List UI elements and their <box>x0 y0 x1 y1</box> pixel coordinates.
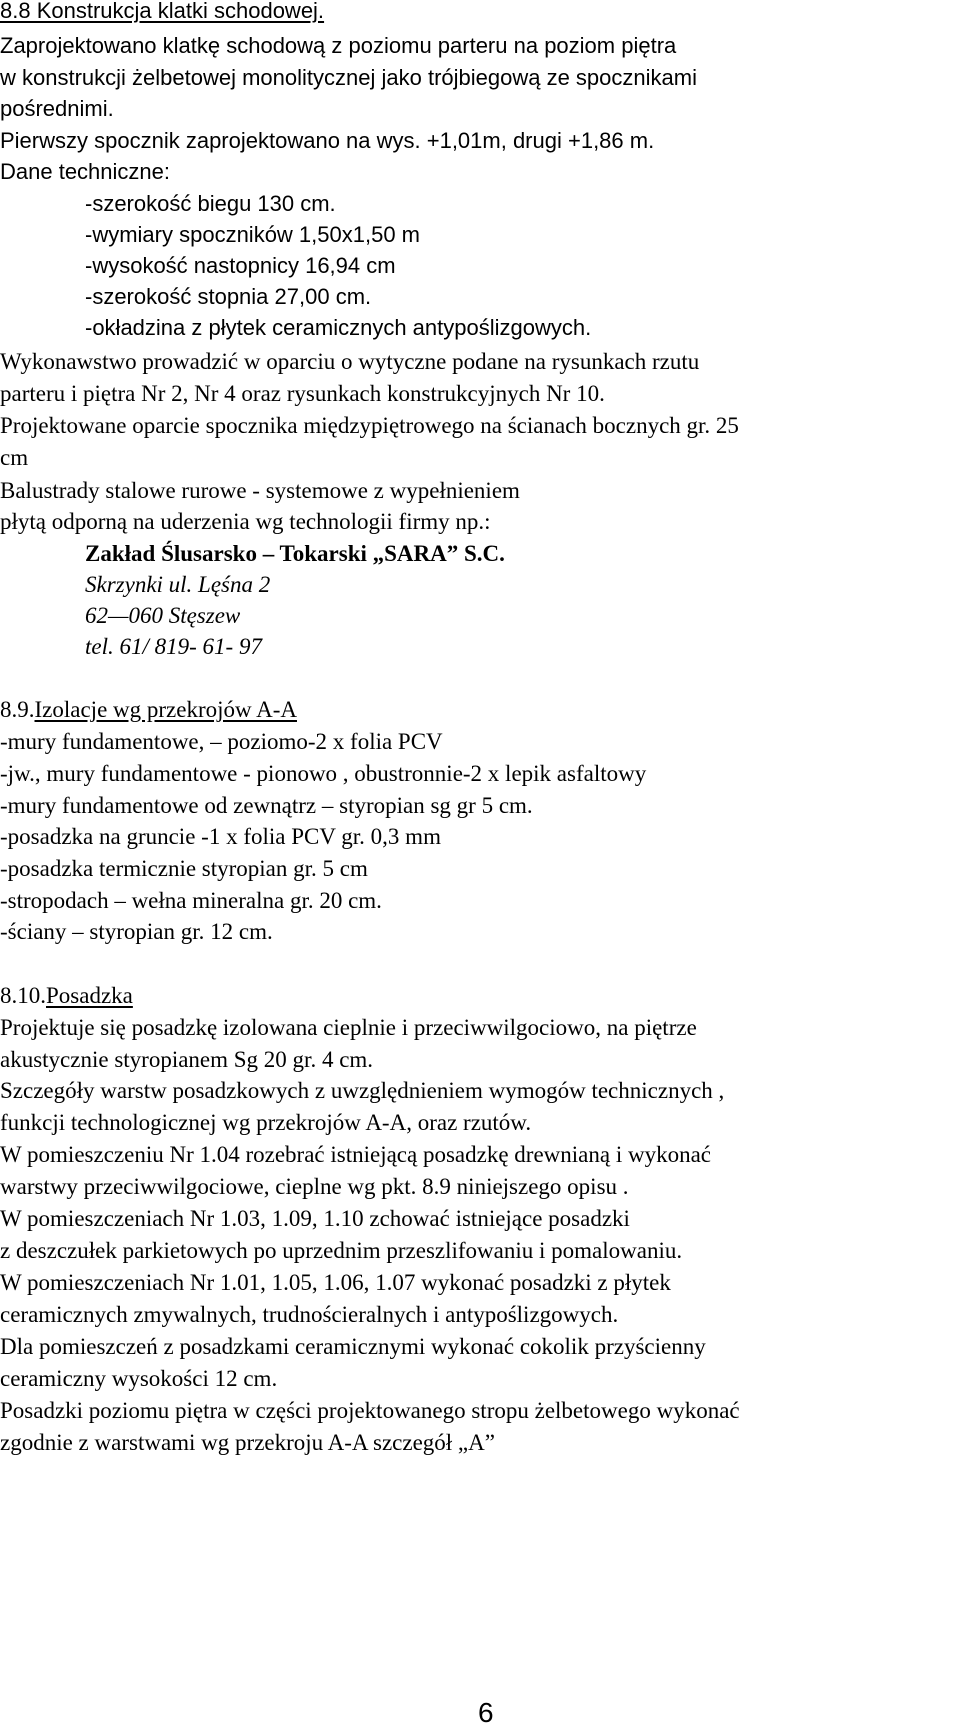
section-8-10-heading <box>0 981 133 1011</box>
s89-item-7: -ściany – styropian gr. 12 cm. <box>0 919 273 944</box>
section-8-9-heading <box>0 695 297 725</box>
s810-line-5: W pomieszczeniu Nr 1.04 rozebrać istniejącą posadzkę drewnianą i wykonać <box>0 1142 712 1167</box>
s88-para-4: cm <box>0 445 29 470</box>
s88-para-5: Balustrady stalowe rurowe - systemowe z wypełnieniem <box>0 478 520 503</box>
s810-line-10: ceramicznych zmywalnych, trudnościeralnych i antypoślizgowych. <box>0 1302 619 1327</box>
s810-line-9: W pomieszczeniach Nr 1.01, 1.05, 1.06, 1.07 wykonać posadzki z płytek <box>0 1270 671 1295</box>
s88-para-6: płytą odporną na uderzenia wg technologii firmy np.: <box>0 509 491 534</box>
s810-line-11: Dla pomieszczeń z posadzkami ceramicznymi wykonać cokolik przyścienny <box>0 1334 706 1359</box>
company-city: 62—060 Stęszew <box>85 603 241 628</box>
s89-item-3: -mury fundamentowe od zewnątrz – styropian sg gr 5 cm. <box>0 793 533 818</box>
s89-item-6: -stropodach – wełna mineralna gr. 20 cm. <box>0 888 382 913</box>
s88-line-4: Pierwszy spocznik zaprojektowano na wys. +1,01m, drugi +1,86 m. <box>0 128 655 153</box>
s89-item-4: -posadzka na gruncie -1 x folia PCV gr. 0,3 mm <box>0 824 441 849</box>
s88-line-5: Dane techniczne: <box>0 159 170 184</box>
spec-cladding: -okładzina z płytek ceramicznych antypoślizgowych. <box>85 315 592 340</box>
s88-line-3: pośrednimi. <box>0 96 114 121</box>
section-8-8-heading: 8.8 Konstrukcja klatki schodowej. <box>0 0 325 23</box>
section-8-10-number: 8.10. <box>0 983 46 1008</box>
spec-4: -szerokość stopnia 27,00 cm. <box>85 284 372 309</box>
company-street: Skrzynki ul. Lęśna 2 <box>85 572 271 597</box>
s88-line-2: w konstrukcji żelbetowej monolitycznej jako trójbiegową ze spocznikami <box>0 65 697 90</box>
spec-3: -wysokość nastopnicy 16,94 cm <box>85 253 396 278</box>
s810-line-6: warstwy przeciwwilgociowe, cieplne wg pkt. 8.9 niniejszego opisu . <box>0 1174 629 1199</box>
s88-line-1: Zaprojektowano klatkę schodową z poziomu parteru na poziom piętra <box>0 33 677 58</box>
s810-line-2: akustycznie styropianem Sg 20 gr. 4 cm. <box>0 1047 374 1072</box>
s810-line-1: Projektuje się posadzkę izolowana cieplnie i przeciwwilgociowo, na piętrze <box>0 1015 697 1040</box>
company-name: Zakład Ślusarsko – Tokarski „SARA” S.C. <box>85 541 505 566</box>
s88-para-3: Projektowane oparcie spocznika międzypiętrowego na ścianach bocznych gr. 25 <box>0 413 739 438</box>
s810-line-4: funkcji technologicznej wg przekrojów A-A, oraz rzutów. <box>0 1110 532 1135</box>
section-8-10-title: Posadzka <box>46 983 133 1008</box>
section-8-9-number: 8.9. <box>0 697 35 722</box>
spec-1: -szerokość biegu 130 cm. <box>85 191 336 216</box>
s89-item-5: -posadzka termicznie styropian gr. 5 cm <box>0 856 368 881</box>
spec-2: -wymiary spoczników 1,50x1,50 m <box>85 222 421 247</box>
s810-line-12: ceramiczny wysokości 12 cm. <box>0 1366 278 1391</box>
s810-line-8: z deszczułek parkietowych po uprzednim przeszlifowaniu i pomalowaniu. <box>0 1238 683 1263</box>
s810-line-14: zgodnie z warstwami wg przekroju A-A szczegół „A” <box>0 1430 495 1455</box>
company-tel: tel. 61/ 819- 61- 97 <box>85 634 262 659</box>
s810-line-3: Szczegóły warstw posadzkowych z uwzględnieniem wymogów technicznych , <box>0 1078 725 1103</box>
s89-item-2: -jw., mury fundamentowe - pionowo , obustronnie-2 x lepik asfaltowy <box>0 761 647 786</box>
s88-para-2: parteru i piętra Nr 2, Nr 4 oraz rysunkach konstrukcyjnych Nr 10. <box>0 381 605 406</box>
s88-para-1: Wykonawstwo prowadzić w oparciu o wytyczne podane na rysunkach rzutu <box>0 349 700 374</box>
s810-line-7: W pomieszczeniach Nr 1.03, 1.09, 1.10 zchować istniejące posadzki <box>0 1206 630 1231</box>
s810-line-13: Posadzki poziomu piętra w części projektowanego stropu żelbetowego wykonać <box>0 1398 740 1423</box>
section-8-9-title: Izolacje wg przekrojów A-A <box>34 697 297 722</box>
s89-item-1: -mury fundamentowe, – poziomo-2 x folia PCV <box>0 729 443 754</box>
page-number: 6 <box>478 1697 494 1728</box>
